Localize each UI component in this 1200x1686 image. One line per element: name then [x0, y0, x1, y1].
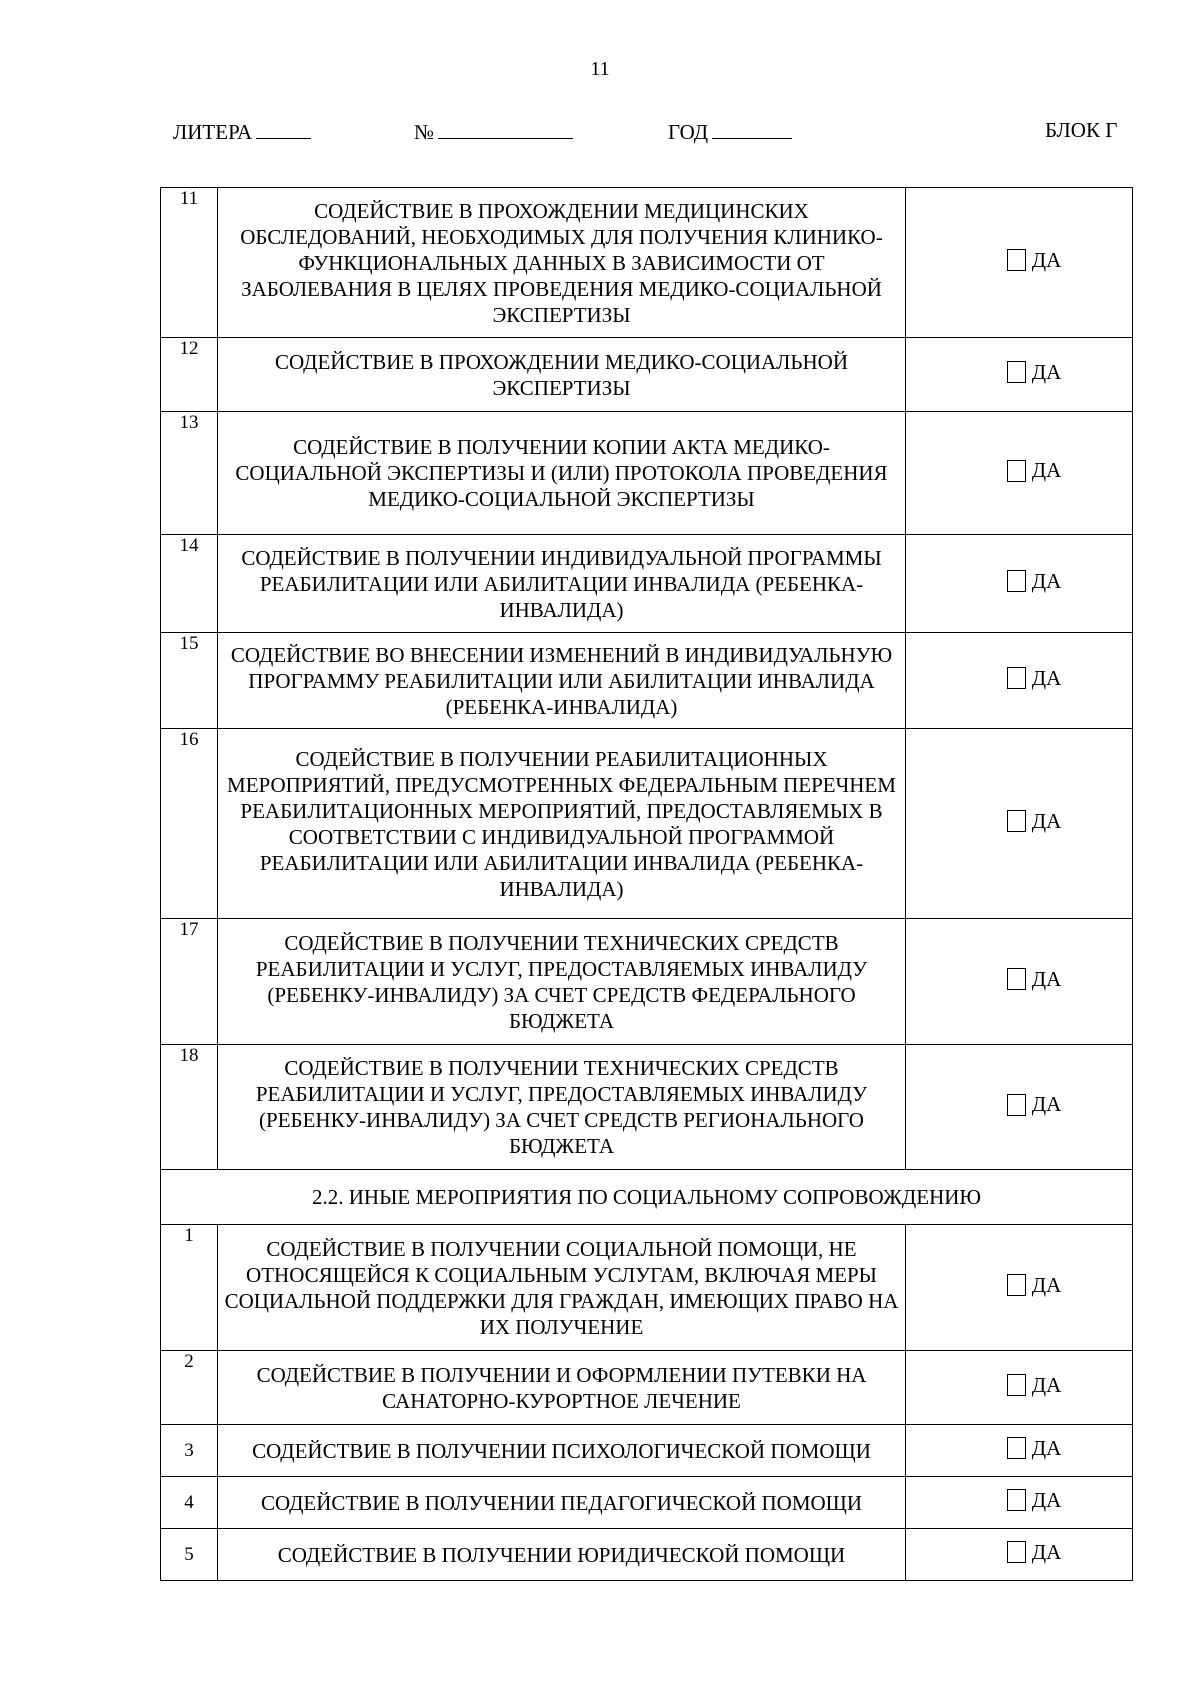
yes-option[interactable]: [1007, 1488, 1062, 1513]
page-number: 11: [590, 58, 610, 80]
yes-label: ДА: [1031, 458, 1062, 483]
yes-label: ДА: [1031, 966, 1062, 991]
section-row-group: [161, 1170, 1133, 1225]
row-text: СОДЕЙСТВИЕ В ПОЛУЧЕНИИ РЕАБИЛИТАЦИОННЫХ МЕРОПРИЯТИЙ, ПРЕДУСМОТРЕННЫХ ФЕДЕРАЛЬНЫМ ПЕРЕЧНЕМ РЕАБИЛИТАЦИОННЫХ МЕРОПРИЯТИЙ, ПРЕДОСТАВЛЯЕМЫХ В СООТВЕТСТВИИ С ИНДИВИДУАЛЬНОЙ ПРОГРАММОЙ РЕАБИЛИТАЦИИ ИЛИ АБИЛИТАЦИИ ИНВАЛИДА (РЕБЕНКА-ИНВАЛИДА): [227, 746, 896, 901]
row-number: 18: [161, 1045, 218, 1170]
row-text: СОДЕЙСТВИЕ В ПРОХОЖДЕНИИ МЕДИЦИНСКИХ ОБСЛЕДОВАНИЙ, НЕОБХОДИМЫХ ДЛЯ ПОЛУЧЕНИЯ КЛИНИКО-ФУНКЦИОНАЛЬНЫХ ДАННЫХ В ЗАВИСИМОСТИ ОТ ЗАБОЛЕВАНИЯ В ЦЕЛЯХ ПРОВЕДЕНИЯ МЕДИКО-СОЦИАЛЬНОЙ ЭКСПЕРТИЗЫ: [240, 198, 883, 327]
checkbox-icon[interactable]: [1007, 1274, 1026, 1296]
number-blank[interactable]: [438, 118, 573, 139]
row-text-cell: [218, 412, 906, 535]
row-text-cell: [218, 188, 906, 338]
checkbox-icon[interactable]: [1007, 361, 1026, 383]
section-row: [161, 1170, 1133, 1225]
row-number: 5: [161, 1529, 218, 1581]
table-row: [161, 919, 1133, 1045]
yes-label: ДА: [1031, 247, 1062, 272]
checkbox-icon[interactable]: [1007, 570, 1026, 592]
yes-option-cell: [906, 633, 1133, 729]
table-row: [161, 338, 1133, 412]
table-row: [161, 1045, 1133, 1170]
yes-option-cell: [906, 919, 1133, 1045]
litera-label: ЛИТЕРА: [173, 120, 253, 144]
table-row: [161, 1425, 1133, 1477]
row-number: 2: [161, 1351, 218, 1425]
yes-option-cell: [906, 1477, 1133, 1529]
yes-option[interactable]: [1007, 809, 1062, 834]
yes-option[interactable]: [1007, 967, 1062, 992]
row-number: 3: [161, 1425, 218, 1477]
yes-label: ДА: [1031, 1435, 1062, 1460]
yes-option[interactable]: [1007, 248, 1062, 273]
year-field: [668, 118, 792, 145]
row-text-cell: [218, 338, 906, 412]
yes-option[interactable]: [1007, 1540, 1062, 1565]
checkbox-icon[interactable]: [1007, 1541, 1026, 1563]
row-number: 15: [161, 633, 218, 729]
yes-option-cell: [906, 1351, 1133, 1425]
row-number: 1: [161, 1225, 218, 1351]
row-number: 17: [161, 919, 218, 1045]
checkbox-icon[interactable]: [1007, 249, 1026, 271]
yes-label: ДА: [1031, 1372, 1062, 1397]
yes-label: ДА: [1031, 1272, 1062, 1297]
row-number: 14: [161, 535, 218, 633]
row-number: 16: [161, 729, 218, 919]
table-row: [161, 1477, 1133, 1529]
checkbox-icon[interactable]: [1007, 968, 1026, 990]
yes-option[interactable]: [1007, 1373, 1062, 1398]
number-field: [414, 118, 573, 145]
form-header: [0, 118, 1200, 148]
yes-option[interactable]: [1007, 458, 1062, 483]
yes-option[interactable]: [1007, 1273, 1062, 1298]
row-text-cell: [218, 535, 906, 633]
yes-option[interactable]: [1007, 569, 1062, 594]
number-label: №: [414, 120, 435, 144]
checkbox-icon[interactable]: [1007, 810, 1026, 832]
table-row: [161, 1225, 1133, 1351]
checkbox-icon[interactable]: [1007, 1374, 1026, 1396]
table-row: [161, 1529, 1133, 1581]
checkbox-icon[interactable]: [1007, 1489, 1026, 1511]
row-text: СОДЕЙСТВИЕ ВО ВНЕСЕНИИ ИЗМЕНЕНИЙ В ИНДИВИДУАЛЬНУЮ ПРОГРАММУ РЕАБИЛИТАЦИИ ИЛИ АБИЛИТАЦИИ ИНВАЛИДА (РЕБЕНКА-ИНВАЛИДА): [230, 642, 893, 719]
block-label: БЛОК Г: [1045, 118, 1118, 142]
checkbox-icon[interactable]: [1007, 460, 1026, 482]
yes-option-cell: [906, 188, 1133, 338]
table-row: [161, 188, 1133, 338]
row-text: СОДЕЙСТВИЕ В ПОЛУЧЕНИИ ИНДИВИДУАЛЬНОЙ ПРОГРАММЫ РЕАБИЛИТАЦИИ ИЛИ АБИЛИТАЦИИ ИНВАЛИДА (РЕБЕНКА-ИНВАЛИДА): [241, 545, 882, 622]
yes-option[interactable]: [1007, 360, 1062, 385]
row-number: 13: [161, 412, 218, 535]
table-row: [161, 729, 1133, 919]
yes-option-cell: [906, 1225, 1133, 1351]
year-blank[interactable]: [712, 118, 792, 139]
table-row: [161, 535, 1133, 633]
row-text: СОДЕЙСТВИЕ В ПОЛУЧЕНИИ ПЕДАГОГИЧЕСКОЙ ПОМОЩИ: [260, 1490, 863, 1515]
yes-option-cell: [906, 729, 1133, 919]
row-text: СОДЕЙСТВИЕ В ПОЛУЧЕНИИ ТЕХНИЧЕСКИХ СРЕДСТВ РЕАБИЛИТАЦИИ И УСЛУГ, ПРЕДОСТАВЛЯЕМЫХ ИНВАЛИДУ (РЕБЕНКУ-ИНВАЛИДУ) ЗА СЧЕТ СРЕДСТВ ФЕДЕРАЛЬНОГО БЮДЖЕТА: [255, 930, 868, 1033]
table-row: [161, 633, 1133, 729]
year-label: ГОД: [668, 120, 709, 144]
row-text: СОДЕЙСТВИЕ В ПОЛУЧЕНИИ КОПИИ АКТА МЕДИКО-СОЦИАЛЬНОЙ ЭКСПЕРТИЗЫ И (ИЛИ) ПРОТОКОЛА ПРОВЕДЕНИЯ МЕДИКО-СОЦИАЛЬНОЙ ЭКСПЕРТИЗЫ: [235, 435, 888, 511]
yes-label: ДА: [1031, 1539, 1062, 1564]
checkbox-icon[interactable]: [1007, 1437, 1026, 1459]
yes-option-cell: [906, 1425, 1133, 1477]
row-text-cell: [218, 1351, 906, 1425]
table-body-top: [161, 188, 1133, 1170]
row-text: СОДЕЙСТВИЕ В ПОЛУЧЕНИИ И ОФОРМЛЕНИИ ПУТЕВКИ НА САНАТОРНО-КУРОРТНОЕ ЛЕЧЕНИЕ: [256, 1362, 867, 1413]
yes-label: ДА: [1031, 359, 1062, 384]
litera-blank[interactable]: [256, 118, 311, 139]
yes-label: ДА: [1031, 1092, 1062, 1117]
yes-option-cell: [906, 412, 1133, 535]
row-text-cell: [218, 1225, 906, 1351]
yes-option-cell: [906, 1529, 1133, 1581]
table-body-bottom: [161, 1225, 1133, 1581]
yes-label: ДА: [1031, 1487, 1062, 1512]
yes-label: ДА: [1031, 808, 1062, 833]
row-text: СОДЕЙСТВИЕ В ПОЛУЧЕНИИ ЮРИДИЧЕСКОЙ ПОМОЩИ: [277, 1542, 846, 1567]
yes-option[interactable]: [1007, 666, 1062, 691]
section-title: 2.2. ИНЫЕ МЕРОПРИЯТИЯ ПО СОЦИАЛЬНОМУ СОПРОВОЖДЕНИЮ: [161, 1170, 1133, 1225]
yes-label: ДА: [1031, 665, 1062, 690]
row-number: 11: [161, 188, 218, 338]
yes-option-cell: [906, 535, 1133, 633]
row-text-cell: [218, 1425, 906, 1477]
row-text-cell: [218, 729, 906, 919]
row-text: СОДЕЙСТВИЕ В ПОЛУЧЕНИИ ТЕХНИЧЕСКИХ СРЕДСТВ РЕАБИЛИТАЦИИ И УСЛУГ, ПРЕДОСТАВЛЯЕМЫХ ИНВАЛИДУ (РЕБЕНКУ-ИНВАЛИДУ) ЗА СЧЕТ СРЕДСТВ РЕГИОНАЛЬНОГО БЮДЖЕТА: [255, 1056, 868, 1158]
row-text-cell: [218, 919, 906, 1045]
yes-option-cell: [906, 1045, 1133, 1170]
row-text: СОДЕЙСТВИЕ В ПОЛУЧЕНИИ СОЦИАЛЬНОЙ ПОМОЩИ, НЕ ОТНОСЯЩЕЙСЯ К СОЦИАЛЬНЫМ УСЛУГАМ, ВКЛЮЧАЯ МЕРЫ СОЦИАЛЬНОЙ ПОДДЕРЖКИ ДЛЯ ГРАЖДАН, ИМЕЮЩИХ ПРАВО НА ИХ ПОЛУЧЕНИЕ: [224, 1236, 899, 1339]
yes-option[interactable]: [1007, 1436, 1062, 1461]
table-row: [161, 412, 1133, 535]
row-number: 12: [161, 338, 218, 412]
table-row: [161, 1351, 1133, 1425]
checkbox-icon[interactable]: [1007, 667, 1026, 689]
row-text: СОДЕЙСТВИЕ В ПРОХОЖДЕНИИ МЕДИКО-СОЦИАЛЬНОЙ ЭКСПЕРТИЗЫ: [275, 349, 848, 400]
row-text: СОДЕЙСТВИЕ В ПОЛУЧЕНИИ ПСИХОЛОГИЧЕСКОЙ ПОМОЩИ: [252, 1438, 871, 1463]
yes-label: ДА: [1031, 568, 1062, 593]
litera-field: [173, 118, 311, 145]
checkbox-icon[interactable]: [1007, 1094, 1026, 1116]
row-number: 4: [161, 1477, 218, 1529]
row-text-cell: [218, 633, 906, 729]
row-text-cell: [218, 1477, 906, 1529]
row-text-cell: [218, 1529, 906, 1581]
row-text-cell: [218, 1045, 906, 1170]
measures-table: [160, 187, 1133, 1581]
yes-option[interactable]: [1007, 1092, 1062, 1117]
yes-option-cell: [906, 338, 1133, 412]
